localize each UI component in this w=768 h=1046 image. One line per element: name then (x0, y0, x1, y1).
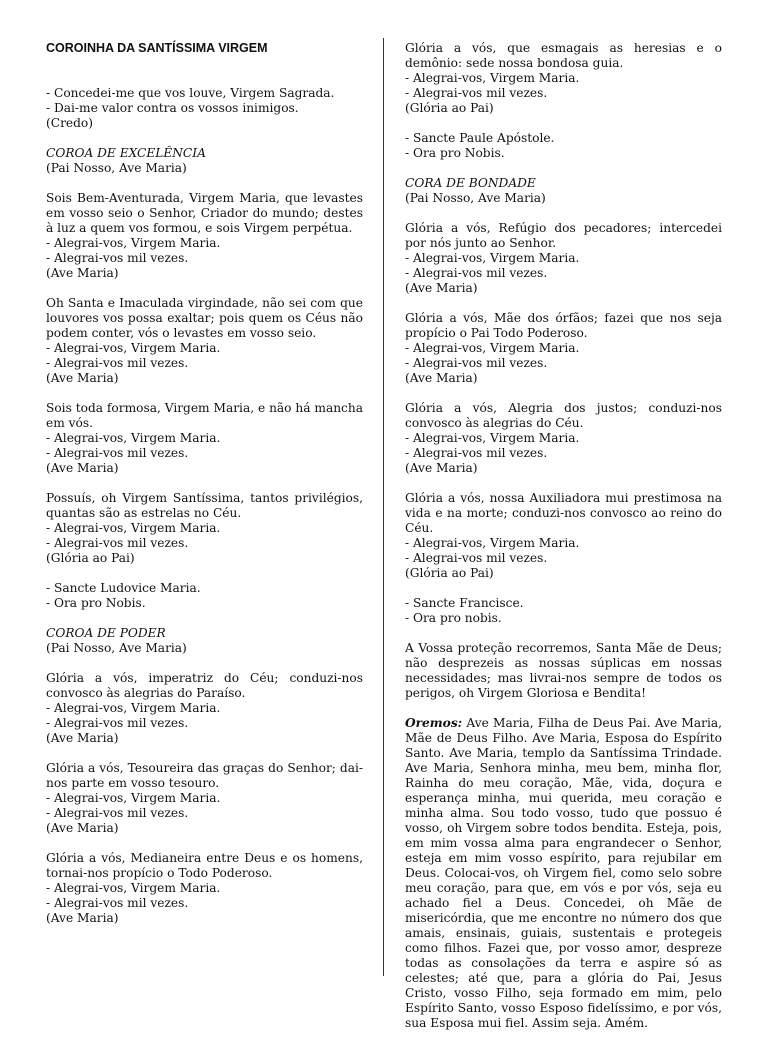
protection-text: A Vossa proteção recorremos, Santa Mãe de Deus; não desprezeis as nossas súplicas em nossas necessidades; mas livrai-nos sempre de todos os perigos, oh Virgem Gloriosa e Bendita! (405, 641, 722, 700)
prayer-stanza (46, 761, 363, 836)
section-title: COROA DE EXCELÊNCIA (46, 146, 206, 160)
section-subtitle: (Pai Nosso, Ave Maria) (405, 191, 546, 205)
refrain-line: - Alegrai-vos mil vezes. (46, 716, 189, 730)
refrain-line: - Alegrai-vos, Virgem Maria. (405, 341, 580, 355)
gloria-line: (Glória ao Pai) (46, 551, 135, 565)
prayer-stanza (46, 671, 363, 746)
section-title: COROA DE PODER (46, 626, 166, 640)
stanza-text: Glória a vós, Medianeira entre Deus e os homens, tornai-nos propício o Todo Poderoso. (46, 851, 363, 880)
gloria-line: (Glória ao Pai) (405, 566, 494, 580)
invocation-line: - Sancte Ludovice Maria. (46, 581, 201, 595)
refrain-line: - Alegrai-vos mil vezes. (46, 356, 189, 370)
oremos-label: Oremos: (405, 716, 463, 730)
refrain-line: - Alegrai-vos, Virgem Maria. (405, 71, 580, 85)
prayer-stanza (46, 296, 363, 386)
refrain-line: - Alegrai-vos, Virgem Maria. (46, 881, 221, 895)
invocation-line: - Ora pro Nobis. (405, 146, 505, 160)
stanza-text: Oh Santa e Imaculada virgindade, não sei com que louvores vos possa exaltar; pois quem os Céus não podem conter, vós o levastes em vosso seio. (46, 296, 363, 340)
oremos-paragraph (405, 716, 722, 1031)
stanza-text: Glória a vós, Tesoureira das graças do Senhor; dai-nos parte em vosso tesouro. (46, 761, 363, 790)
refrain-line: - Alegrai-vos mil vezes. (405, 86, 548, 100)
document-title: COROINHA DA SANTÍSSIMA VIRGEM (46, 41, 268, 55)
section-title: CORA DE BONDADE (405, 176, 536, 190)
left-column (46, 41, 363, 941)
stanza-text: Glória a vós, imperatriz do Céu; conduzi-nos convosco às alegrias do Paraíso. (46, 671, 363, 700)
section-subtitle: (Pai Nosso, Ave Maria) (46, 161, 187, 175)
refrain-line: - Alegrai-vos, Virgem Maria. (46, 236, 221, 250)
refrain-line: - Alegrai-vos mil vezes. (405, 446, 548, 460)
ave-maria-line: (Ave Maria) (46, 266, 119, 280)
gloria-line: (Glória ao Pai) (405, 101, 494, 115)
ave-maria-line: (Ave Maria) (46, 461, 119, 475)
stanza-text: Sois toda formosa, Virgem Maria, e não há mancha em vós. (46, 401, 363, 430)
invocation-block (405, 131, 722, 161)
section-heading-poder (46, 626, 363, 656)
refrain-line: - Alegrai-vos mil vezes. (46, 806, 189, 820)
prayer-stanza (46, 851, 363, 926)
invocation-line: - Ora pro Nobis. (46, 596, 146, 610)
refrain-line: - Alegrai-vos, Virgem Maria. (46, 521, 221, 535)
stanza-text: Possuís, oh Virgem Santíssima, tantos privilégios, quantas são as estrelas no Céu. (46, 491, 363, 520)
invocation-line: - Ora pro nobis. (405, 611, 502, 625)
refrain-line: - Alegrai-vos, Virgem Maria. (46, 341, 221, 355)
invocation-line: - Sancte Francisce. (405, 596, 524, 610)
refrain-line: - Alegrai-vos, Virgem Maria. (46, 791, 221, 805)
refrain-line: - Alegrai-vos, Virgem Maria. (46, 701, 221, 715)
prayer-stanza (405, 401, 722, 476)
section-heading-bondade (405, 176, 722, 206)
stanza-text: Glória a vós, Refúgio dos pecadores; intercedei por nós junto ao Senhor. (405, 221, 722, 250)
ave-maria-line: (Ave Maria) (46, 731, 119, 745)
invocation-line: - Sancte Paule Apóstole. (405, 131, 555, 145)
prayer-stanza (46, 401, 363, 476)
refrain-line: - Alegrai-vos mil vezes. (405, 356, 548, 370)
section-heading-excelencia (46, 146, 363, 176)
refrain-line: - Alegrai-vos mil vezes. (46, 896, 189, 910)
ave-maria-line: (Ave Maria) (46, 371, 119, 385)
refrain-line: - Alegrai-vos, Virgem Maria. (405, 251, 580, 265)
stanza-text: Glória a vós, Mãe dos órfãos; fazei que nos seja propício o Pai Todo Poderoso. (405, 311, 722, 340)
intro-line: - Concedei-me que vos louve, Virgem Sagrada. (46, 86, 335, 100)
section-subtitle: (Pai Nosso, Ave Maria) (46, 641, 187, 655)
stanza-text: Sois Bem-Aventurada, Virgem Maria, que levastes em vosso seio o Senhor, Criador do mundo; destes à luz a quem vos formou, e sois Virgem perpétua. (46, 191, 363, 235)
credo-line: (Credo) (46, 116, 94, 130)
refrain-line: - Alegrai-vos mil vezes. (46, 251, 189, 265)
refrain-line: - Alegrai-vos mil vezes. (46, 446, 189, 460)
stanza-text: Glória a vós, nossa Auxiliadora mui prestimosa na vida e na morte; conduzi-nos convosco ao reino do Céu. (405, 491, 722, 535)
refrain-line: - Alegrai-vos, Virgem Maria. (405, 536, 580, 550)
oremos-text: Ave Maria, Filha de Deus Pai. Ave Maria, Mãe de Deus Filho. Ave Maria, Esposa do Espírito Santo. Ave Maria, templo da Santíssima Trindade. Ave Maria, Senhora minha, meu bem, minha flor, Rainha do meu coração, Mãe, vida, doçura e esperança minha, mui querida, meu coração e minha alma. Sou todo vosso, tudo que possuo é vosso, oh Virgem sobre todos bendita. Esteja, pois, em mim vossa alma para engrandecer o Senhor, esteja em mim vosso espírito, para rejubilar em Deus. Colocai-vos, oh Virgem fiel, como selo sobre meu coração, para que, em vós e por vós, seja eu achado fiel a Deus. Concedei, oh Mãe de misericórdia, que me encontre no número dos que amais, ensinais, guiais, sustentais e protegeis como filhos. Fazei que, por vosso amor, despreze todas as consolações da terra e aspire só as celestes; até que, para a glória do Pai, Jesus Cristo, vosso Filho, seja formado em mim, pelo Espírito Santo, vosso Esposo fidelíssimo, e por vós, sua Esposa mui fiel. Assim seja. Amém. (405, 716, 722, 1030)
prayer-stanza (405, 311, 722, 386)
protection-prayer (405, 641, 722, 701)
prayer-stanza (405, 41, 722, 116)
refrain-line: - Alegrai-vos mil vezes. (405, 266, 548, 280)
right-column (405, 41, 722, 1046)
prayer-stanza (405, 491, 722, 581)
ave-maria-line: (Ave Maria) (405, 371, 478, 385)
refrain-line: - Alegrai-vos mil vezes. (46, 536, 189, 550)
refrain-line: - Alegrai-vos mil vezes. (405, 551, 548, 565)
ave-maria-line: (Ave Maria) (405, 281, 478, 295)
stanza-text: Glória a vós, Alegria dos justos; conduzi-nos convosco às alegrias do Céu. (405, 401, 722, 430)
intro-block (46, 86, 363, 131)
oremos-prayer (405, 716, 722, 1031)
invocation-block (405, 596, 722, 626)
refrain-line: - Alegrai-vos, Virgem Maria. (405, 431, 580, 445)
ave-maria-line: (Ave Maria) (46, 911, 119, 925)
ave-maria-line: (Ave Maria) (46, 821, 119, 835)
column-divider (383, 38, 384, 976)
invocation-block (46, 581, 363, 611)
prayer-stanza (405, 221, 722, 296)
prayer-stanza (46, 191, 363, 281)
stanza-text: Glória a vós, que esmagais as heresias e o demônio: sede nossa bondosa guia. (405, 41, 722, 70)
refrain-line: - Alegrai-vos, Virgem Maria. (46, 431, 221, 445)
intro-line: - Dai-me valor contra os vossos inimigos. (46, 101, 299, 115)
ave-maria-line: (Ave Maria) (405, 461, 478, 475)
prayer-stanza (46, 491, 363, 566)
